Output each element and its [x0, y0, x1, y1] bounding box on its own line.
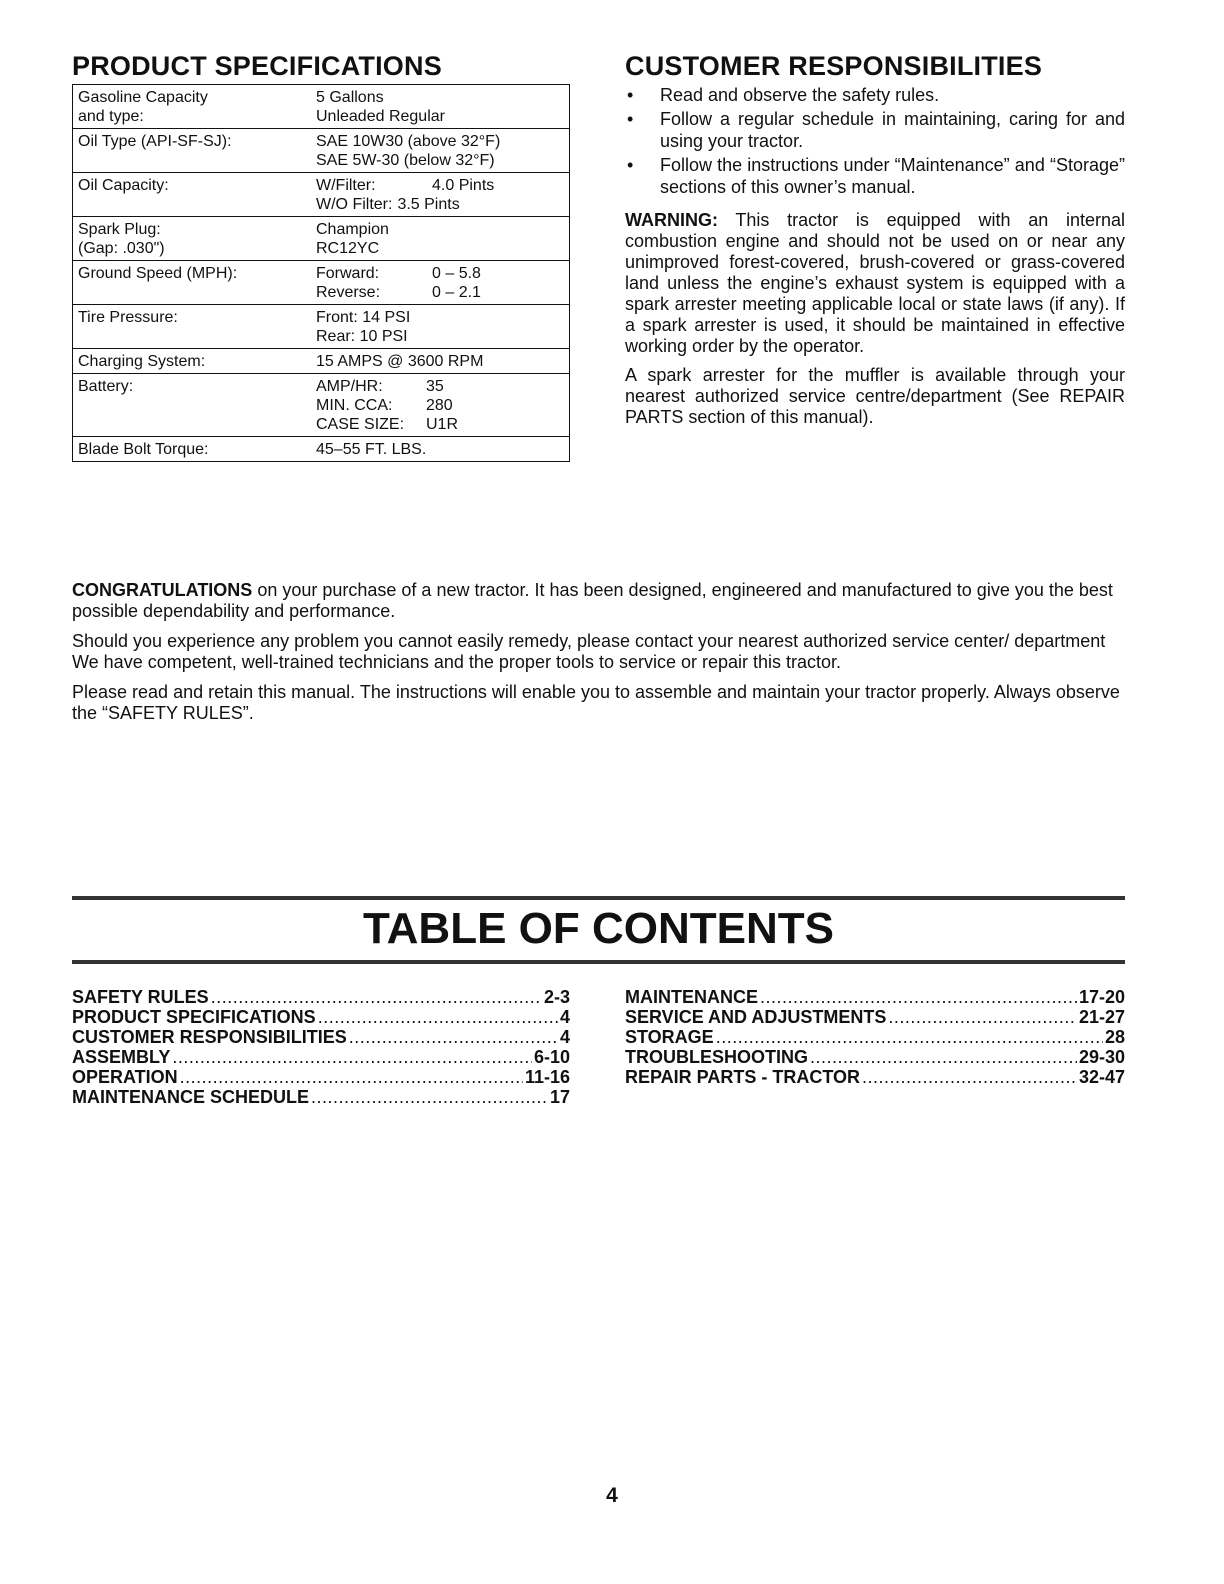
toc-entry — [72, 1087, 570, 1107]
congratulations-paragraph: CONGRATULATIONS on your purchase of a new tractor. It has been designed, engineered and manufactured to give you the best possible dependability and performance. — [72, 580, 1113, 621]
spec-value: 45–55 FT. LBS. — [311, 437, 570, 462]
toc-entry-pages: 17 — [549, 1087, 570, 1107]
bullet-icon: • — [627, 85, 634, 105]
toc-entry-pages: 2-3 — [543, 987, 570, 1007]
list-item: • Follow the instructions under “Maintenance” and “Storage” sections of this owner’s manual. — [627, 155, 1125, 197]
page-number: 4 — [606, 1484, 618, 1507]
toc-entry — [72, 1007, 570, 1027]
intro-section — [72, 580, 1125, 733]
toc-entry-pages: 6-10 — [533, 1047, 570, 1067]
toc-entry — [72, 1067, 570, 1087]
spec-label: Oil Type (API-SF-SJ): — [73, 129, 312, 173]
toc-entry-pages: 4 — [559, 1027, 570, 1047]
toc-leader-dots — [311, 1087, 548, 1107]
toc-entry-label: PRODUCT SPECIFICATIONS — [72, 1007, 316, 1027]
service-paragraph: Should you experience any problem you cannot easily remedy, please contact your nearest authorized service center/ department We have competent, well-trained technicians and the proper tools to service or repair this tractor. — [72, 631, 1106, 672]
bullet-icon: • — [627, 155, 634, 175]
product-specifications-section — [72, 50, 570, 462]
spec-value: 15 AMPS @ 3600 RPM — [311, 349, 570, 374]
toc-entry — [625, 1007, 1125, 1027]
spec-label: Charging System: — [73, 349, 312, 374]
toc-leader-dots — [180, 1067, 523, 1087]
table-row — [73, 349, 570, 374]
table-row — [73, 305, 570, 349]
toc-entry — [625, 1027, 1125, 1047]
toc-left-column — [72, 987, 570, 1107]
spec-label: Tire Pressure: — [73, 305, 312, 349]
bullet-icon: • — [627, 109, 634, 129]
table-row — [73, 217, 570, 261]
warning-label: WARNING: — [625, 210, 718, 230]
toc-heading: TABLE OF CONTENTS — [363, 904, 834, 953]
toc-entry-label: CUSTOMER RESPONSIBILITIES — [72, 1027, 347, 1047]
list-item: • Follow a regular schedule in maintaining, caring for and using your tractor. — [627, 109, 1125, 151]
warning-text: This tractor is equipped with an internal combustion engine and should not be used on or near any unimproved forest-covered, brush-covered or grass-covered land unless the engine’s exhaust system is equipped with a spark arrester meeting applicable local or state laws (if any). If a spark arrester is used, it should be maintained in effective working order by the operator. — [625, 210, 1125, 356]
table-row — [73, 374, 570, 437]
spec-label: Spark Plug: (Gap: .030") — [73, 217, 312, 261]
toc-entry-label: MAINTENANCE — [625, 987, 758, 1007]
spec-label: Blade Bolt Torque: — [73, 437, 312, 462]
toc-entry — [72, 987, 570, 1007]
toc-entry-label: SERVICE AND ADJUSTMENTS — [625, 1007, 887, 1027]
spec-label: Battery: — [73, 374, 312, 437]
toc-entry-pages: 4 — [559, 1007, 570, 1027]
toc-entry-label: REPAIR PARTS - TRACTOR — [625, 1067, 861, 1087]
retain-manual-paragraph: Please read and retain this manual. The instructions will enable you to assemble and maintain your tractor properly. Always observe the “SAFETY RULES”. — [72, 682, 1120, 723]
toc-entry-pages: 29-30 — [1078, 1047, 1125, 1067]
product-specifications-heading: PRODUCT SPECIFICATIONS — [72, 51, 442, 81]
toc-entry-label: MAINTENANCE SCHEDULE — [72, 1087, 310, 1107]
toc-leader-dots — [810, 1047, 1077, 1067]
toc-entry-label: SAFETY RULES — [72, 987, 209, 1007]
toc-entry-label: ASSEMBLY — [72, 1047, 171, 1067]
toc-leader-dots — [760, 987, 1077, 1007]
toc-leader-dots — [172, 1047, 532, 1067]
toc-leader-dots — [349, 1027, 558, 1047]
toc-entry — [625, 1047, 1125, 1067]
responsibilities-list — [625, 84, 1125, 198]
spec-value: SAE 10W30 (above 32°F) SAE 5W-30 (below 32°F) — [311, 129, 570, 173]
spec-label: Gasoline Capacity and type: — [73, 85, 312, 129]
spec-label: Oil Capacity: — [73, 173, 312, 217]
toc-right-column — [625, 987, 1125, 1087]
toc-leader-dots — [211, 987, 542, 1007]
toc-bottom-rule — [72, 960, 1125, 964]
toc-leader-dots — [716, 1027, 1103, 1047]
toc-entry — [72, 1027, 570, 1047]
toc-entry — [72, 1047, 570, 1067]
toc-leader-dots — [862, 1067, 1077, 1087]
toc-entry-pages: 28 — [1104, 1027, 1125, 1047]
toc-entry-label: OPERATION — [72, 1067, 178, 1087]
toc-entry — [625, 1067, 1125, 1087]
toc-entry-label: TROUBLESHOOTING — [625, 1047, 808, 1067]
spec-value: 5 Gallons Unleaded Regular — [311, 85, 570, 129]
spec-label: Ground Speed (MPH): — [73, 261, 312, 305]
toc-entry-pages: 21-27 — [1078, 1007, 1125, 1027]
specifications-table — [72, 84, 570, 462]
congratulations-label: CONGRATULATIONS — [72, 580, 253, 600]
toc-entry-label: STORAGE — [625, 1027, 714, 1047]
warning-paragraph — [625, 210, 1125, 357]
toc-entry — [625, 987, 1125, 1007]
spec-value: Front: 14 PSI Rear: 10 PSI — [311, 305, 570, 349]
table-row — [73, 261, 570, 305]
customer-responsibilities-heading: CUSTOMER RESPONSIBILITIES — [625, 51, 1043, 81]
table-row — [73, 173, 570, 217]
toc-entry-pages: 32-47 — [1078, 1067, 1125, 1087]
toc-leader-dots — [318, 1007, 558, 1027]
toc-entry-pages: 17-20 — [1078, 987, 1125, 1007]
toc-leader-dots — [888, 1007, 1077, 1027]
table-row — [73, 129, 570, 173]
table-row — [73, 85, 570, 129]
spec-value: Forward: 0 – 5.8 Reverse: 0 – 2.1 — [311, 261, 570, 305]
list-item: • Read and observe the safety rules. — [627, 85, 940, 105]
customer-responsibilities-section — [625, 50, 1125, 436]
table-row — [73, 437, 570, 462]
toc-entry-pages: 11-16 — [524, 1067, 570, 1087]
spec-value: Champion RC12YC — [311, 217, 570, 261]
spec-value: W/Filter: 4.0 Pints W/O Filter: 3.5 Pints — [311, 173, 570, 217]
spark-arrester-paragraph: A spark arrester for the muffler is available through your nearest authorized service centre/department (See REPAIR PARTS section of this manual). — [625, 365, 1125, 427]
spec-value: AMP/HR: 35 MIN. CCA: 280 CASE SIZE: U1R — [311, 374, 570, 437]
